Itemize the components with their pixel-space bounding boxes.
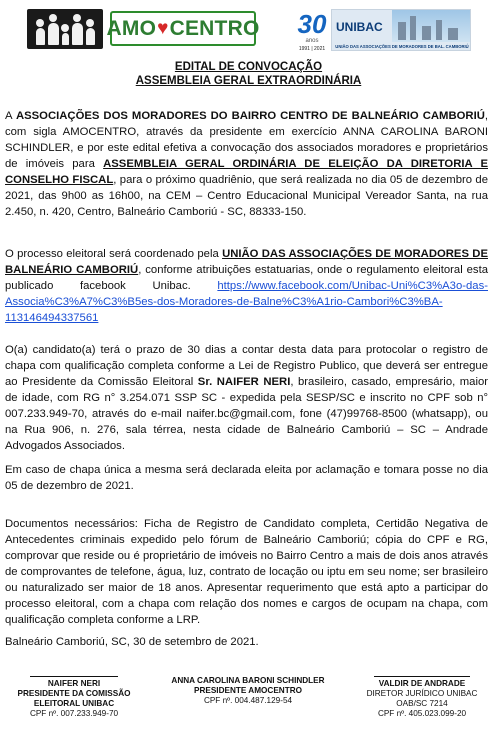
convocation-paragraph [5,108,488,220]
heart-icon: ♥ [157,17,169,39]
anniversary-number: 30 [297,9,327,39]
association-name: ASSOCIAÇÕES DOS MORADORES DO BAIRRO CENTRO DE BALNEÁRIO CAMBORIÚ [15,110,485,122]
building-shape [422,26,431,40]
document-subtitle: ASSEMBLEIA GERAL EXTRAORDINÁRIA [135,75,362,87]
building-shape [410,16,416,40]
logo-text-centro: CENTRO [169,16,260,40]
document-title: EDITAL DE CONVOCAÇÃO [174,61,323,73]
signer-document: CPF nº. 004.487.129-54 [203,696,293,705]
signer-name: NAIFER NERI [47,679,101,688]
person-icon [48,23,59,45]
candidate-registration-paragraph [5,342,488,454]
person-icon [72,23,83,45]
building-shape [448,28,458,40]
text-run: , conforme atribuições estatuarias, onde o regulamento eleitoral esta publicado facebook Unibac. [5,264,489,292]
signer-registration: OAB/SC 7214 [396,699,448,708]
person-icon [62,33,69,45]
building-shape [398,22,406,40]
signature-line [374,676,470,677]
text-run: O processo eleitoral será coordenado pela [5,248,223,260]
text-run: O(a) candidato(a) terá o prazo de 30 dias a contar desta data para protocolar o registro de chapa com qualificação completa conforme a Lei de Registro Publico, que deverá ser entregue ao Presidente da Comissão Eleitoral [5,344,488,388]
text-run: A [5,110,16,122]
letterhead [0,0,497,56]
commission-president-name: Sr. NAIFER NERI [197,376,291,388]
unibac-caption: UNIÃO DAS ASSOCIAÇÕES DE MORADORES DE BAL. CAMBORIÚ [335,44,469,49]
required-documents-paragraph: Documentos necessários: Ficha de Registro de Candidato completa, Certidão Negativa de Antecedentes criminais expedido pelo fórum de Balneário Camboriú; cópia do CPF e RG, comprovar que reside ou é proprietário de imóveis no Bairro Centro a mais de dois anos através de comprovantes de telefone, água, luz, contrato de locação ou iptu em seu nome; ser brasileiro ou naturalizado ser maior de 18 anos. Apresentar requerimento que está apto a participar do processo eleitoral, com a chapa com relação dos nomes e cargos de ocupam na chapa, com qualificação completa conforme a LRP. [5,518,488,626]
anniversary-years: 1991 | 2021 [298,46,326,52]
union-name: UNIÃO DAS ASSOCIAÇÕES DE MORADORES DE BALNEÁRIO CAMBORIÚ [5,248,488,276]
anniversary-word: anos [305,38,319,44]
signer-document: CPF nº. 405.023.099-20 [377,709,467,718]
signature-block-commission [14,676,134,719]
single-slate-paragraph: Em caso de chapa única a mesma será declarada eleita por aclamação e tomara posse no dia 05 de dezembro de 2021. [5,464,488,492]
signer-role: ELEITORAL UNIBAC [33,699,115,708]
signature-line [30,676,118,677]
person-icon [86,28,95,45]
building-shape [436,20,442,40]
signature-block-president [160,674,336,706]
anniversary-logo [295,10,329,56]
signer-role: DIRETOR JURÍDICO UNIBAC [366,689,478,698]
person-icon [36,28,45,45]
residents-association-logo [27,9,103,49]
text-run: , com sigla AMOCENTRO, através da presidente em exercício ANNA CAROLINA BARONI SCHINDLER, e por este edital efetiva a convocação dos associados moradores e proprietários de imóveis para [5,110,489,170]
text-run: , para o próximo quadriênio, que será realizada no dia 05 de dezembro de 2021, das 9h00 as 16h00, na CEM – Centro Educacional Municipal Vereador Santa, na rua 2.450, n. 420, Centro, Balneário Camboriú - SC, 88333-150. [5,174,489,218]
signer-name: VALDIR DE ANDRADE [378,679,466,688]
signer-document: CPF nº. 007.233.949-70 [29,709,119,718]
amocentro-logo [106,11,260,46]
signer-role: PRESIDENTE DA COMISSÃO [17,689,131,698]
unibac-wordmark: UNIBAC [336,20,383,34]
signer-role: PRESIDENTE AMOCENTRO [194,686,302,695]
unibac-logo [331,9,471,51]
electoral-process-paragraph [5,246,488,326]
place-date-line: Balneário Camboriú, SC, 30 de setembro de 2021. [5,636,259,648]
assembly-name: ASSEMBLEIA GERAL ORDINÁRIA DE ELEIÇÃO DA DIRETORIA E CONSELHO FISCAL [5,158,488,186]
text-run: , brasileiro, casado, empresário, maior de idade, com RG n° 3.254.071 SSP SC - expedida pela SESP/SC e inscrito no CPF sob n° 007.233.949-70, através do e-mail naifer.bc@gmail.com, fone (47)99768-8500 (whatsapp), ou na Rua 906, n. 276, sala térrea, nesta cidade de Balneário Camboriú – SC – Andrade Advogados Associados. [5,376,489,452]
signer-name: ANNA CAROLINA BARONI SCHINDLER [171,676,325,685]
facebook-link[interactable]: https://www.facebook.com/Unibac-Uni%C3%A3o-das-Associa%C3%A7%C3%B5es-dos-Moradores-de-Balne%C3%A1rio-Cambori%C3%BA-113146494337561 [5,280,488,324]
logo-text-amo: AMO [106,16,157,40]
signature-block-legal-director [352,676,492,719]
